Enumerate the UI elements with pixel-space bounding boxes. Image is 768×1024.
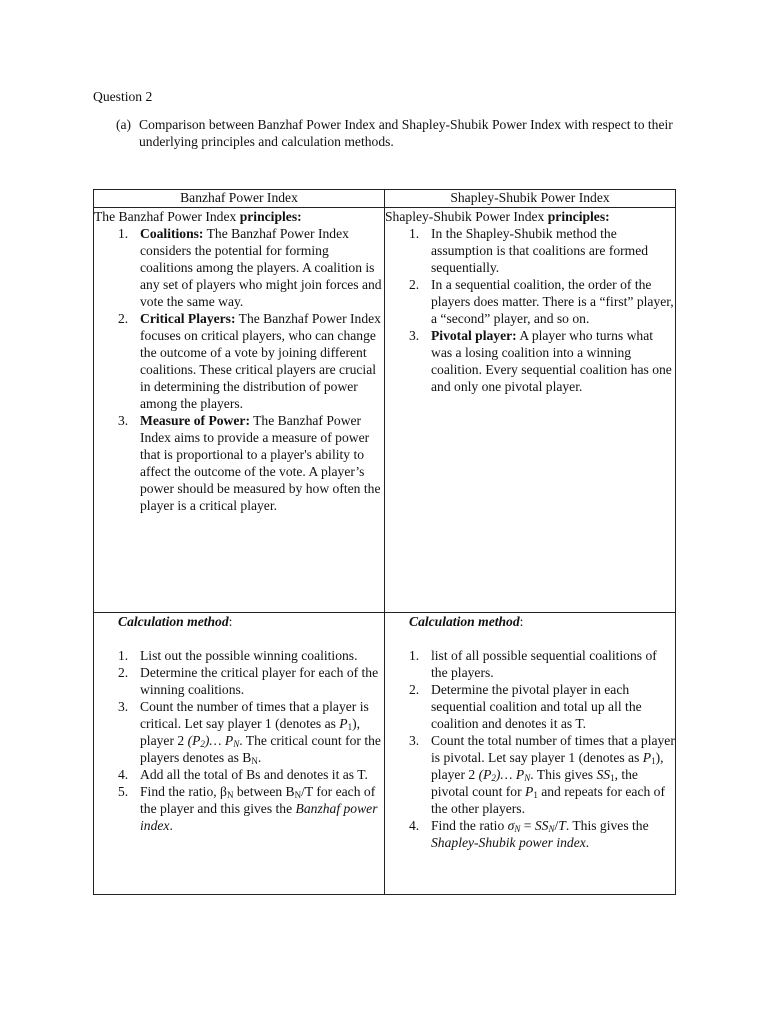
shapley-principles-list bbox=[385, 225, 675, 395]
list-item: 3. Count the number of times that a player is critical. Let say player 1 (denotes as $P_1$), player 2 $(P_2)\dots$ $P_N$. The critical count for the players denotes as $B_N$. bbox=[118, 699, 381, 766]
list-item: 1. In the Shapley-Shubik method the assumption is that coalitions are formed sequentially. bbox=[409, 226, 649, 275]
list-item: 1. List out the possible winning coalitions. bbox=[118, 648, 358, 663]
list-item: 3. Count the total number of times that a player is pivotal. Let say player 1 (denotes as $P_1$), player 2 $(P_2)\dots$ $P_N$. This gives $SS_1$, the pivotal count for $P_1$ and repeats for each of the other players. bbox=[409, 733, 675, 816]
subquestion-a bbox=[116, 116, 676, 150]
list-item: 2. Determine the pivotal player in each sequential coalition and total up all the coalition and denotes it as T. bbox=[409, 682, 642, 731]
banzhaf-principles-cell bbox=[94, 208, 385, 613]
subquestion-label: (a) bbox=[116, 117, 132, 132]
banzhaf-principles-list bbox=[94, 225, 384, 514]
list-item: 2. Critical Players: The Banzhaf Power Index focuses on critical players, who can change the outcome of a vote by joining different coalitions. These critical players are crucial in determining the distribution of power among the players. bbox=[118, 311, 381, 411]
banzhaf-calc-cell bbox=[94, 613, 385, 895]
question-title: Question 2 bbox=[93, 89, 153, 104]
comparison-table bbox=[93, 189, 676, 895]
list-item: 2. Determine the critical player for each of the winning coalitions. bbox=[118, 665, 379, 697]
shapley-principles-title: Shapley-Shubik Power Index principles: bbox=[385, 209, 610, 224]
banzhaf-calc-list bbox=[94, 647, 384, 834]
subquestion-text: Comparison between Banzhaf Power Index and Shapley-Shubik Power Index with respect to their underlying principles and calculation methods. bbox=[139, 117, 673, 149]
list-item: 4. Find the ratio $\sigma_N = SS_N/T$. This gives the Shapley-Shubik power index. bbox=[409, 818, 649, 850]
list-item: 3. Measure of Power: The Banzhaf Power Index aims to provide a measure of power that is proportional to a player's ability to affect the outcome of the vote. A player’s power should be measured by how often the player is a critical player. bbox=[118, 413, 381, 513]
list-item: 5. Find the ratio, $\beta_N$ between $B_N/T$ for each of the player and this gives the Banzhaf power index. bbox=[118, 784, 378, 833]
banzhaf-principles-title: The Banzhaf Power Index principles: bbox=[94, 209, 302, 224]
calculation-row bbox=[94, 613, 676, 895]
shapley-calc-cell bbox=[385, 613, 676, 895]
list-item: 1. list of all possible sequential coalitions of the players. bbox=[409, 648, 657, 680]
shapley-calc-list bbox=[385, 647, 675, 851]
shapley-principles-cell bbox=[385, 208, 676, 613]
banzhaf-calc-title: Calculation method: bbox=[118, 614, 233, 629]
principles-row bbox=[94, 208, 676, 613]
header-banzhaf: Banzhaf Power Index bbox=[94, 190, 385, 208]
list-item: 4. Add all the total of Bs and denotes it as T. bbox=[118, 767, 368, 782]
list-item: 2. In a sequential coalition, the order of the players does matter. There is a “first” player, a “second” player, and so on. bbox=[409, 277, 674, 326]
table-header-row bbox=[94, 190, 676, 208]
list-item: 3. Pivotal player: A player who turns what was a losing coalition into a winning coalition. Every sequential coalition has one and only one pivotal player. bbox=[409, 328, 672, 394]
shapley-calc-title: Calculation method: bbox=[409, 614, 524, 629]
header-shapley: Shapley-Shubik Power Index bbox=[385, 190, 676, 208]
list-item: 1. Coalitions: The Banzhaf Power Index considers the potential for forming coalitions among the players. A coalition is any set of players who might join forces and vote the same way. bbox=[118, 226, 382, 309]
